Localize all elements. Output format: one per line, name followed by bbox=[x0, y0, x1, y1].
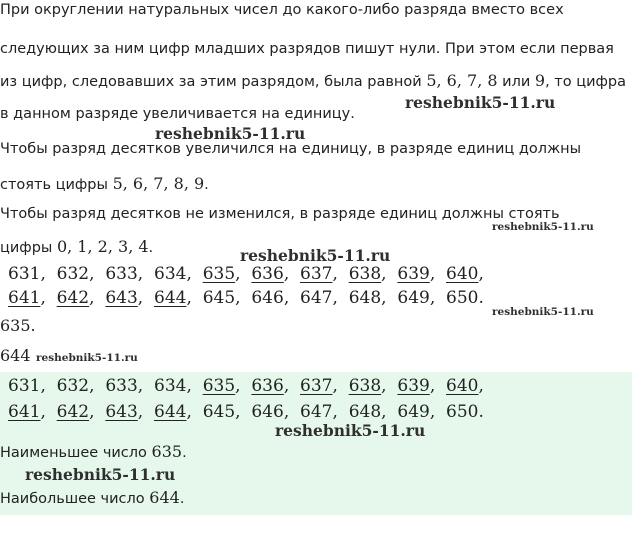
number-item: 631 bbox=[8, 376, 41, 396]
number-row-2-top bbox=[8, 288, 484, 308]
number-item: 649 bbox=[397, 288, 430, 308]
number-separator: , bbox=[332, 288, 349, 308]
number-separator: , bbox=[137, 402, 155, 422]
answer-min: Наименьшее число 635. bbox=[0, 442, 187, 461]
number-separator: , bbox=[332, 264, 349, 284]
number-separator: , bbox=[283, 376, 301, 396]
number-item: 649 bbox=[397, 402, 430, 422]
number-item: 646 bbox=[251, 288, 284, 308]
watermark: reshebnik5-11.ru bbox=[155, 124, 306, 143]
number-separator: , bbox=[235, 402, 252, 422]
number-separator: , bbox=[478, 264, 484, 284]
watermark: reshebnik5-11.ru bbox=[275, 421, 426, 440]
number-item: 647 bbox=[300, 402, 333, 422]
number-separator: , bbox=[137, 264, 155, 284]
rule-line-4: в данном разряде увеличивается на единицу. bbox=[0, 106, 355, 122]
number-separator: , bbox=[478, 376, 484, 396]
number-item: 645 bbox=[202, 288, 236, 308]
number-separator: , bbox=[235, 264, 252, 284]
number-separator: , bbox=[186, 402, 203, 422]
number-separator: . bbox=[478, 402, 484, 422]
number-item: 647 bbox=[300, 288, 333, 308]
watermark: reshebnik5-11.ru bbox=[25, 465, 176, 484]
number-item: 643 bbox=[105, 402, 138, 422]
number-separator: , bbox=[283, 402, 301, 422]
number-separator: , bbox=[429, 288, 447, 308]
number-item: 641 bbox=[8, 402, 41, 422]
number-separator: , bbox=[186, 376, 203, 396]
number-row-1-answer bbox=[8, 376, 484, 396]
rule-line-3: из цифр, следовавших за этим разрядом, была равной 5, 6, 7, 8 или 9, то цифра bbox=[0, 71, 627, 90]
number-item: 635 bbox=[202, 264, 236, 284]
number-separator: , bbox=[89, 376, 106, 396]
number-separator: , bbox=[429, 402, 447, 422]
number-item: 639 bbox=[397, 264, 430, 284]
number-separator: . bbox=[478, 288, 484, 308]
watermark: reshebnik5-11.ru bbox=[405, 93, 556, 112]
number-separator: , bbox=[283, 288, 301, 308]
number-item: 643 bbox=[105, 288, 138, 308]
number-separator: , bbox=[186, 264, 203, 284]
rule-line-1: При округлении натуральных чисел до какого-либо разряда вместо всех bbox=[0, 2, 564, 18]
number-separator: , bbox=[186, 288, 203, 308]
number-row-1-top bbox=[8, 264, 484, 284]
number-separator: , bbox=[137, 376, 155, 396]
number-item: 650 bbox=[446, 288, 479, 308]
number-separator: , bbox=[429, 376, 447, 396]
number-item: 646 bbox=[251, 402, 284, 422]
number-separator: , bbox=[89, 402, 106, 422]
number-item: 640 bbox=[446, 264, 479, 284]
watermark: reshebnik5-11.ru bbox=[240, 246, 391, 265]
number-separator: , bbox=[332, 402, 349, 422]
number-item: 636 bbox=[251, 376, 284, 396]
number-separator: , bbox=[283, 264, 301, 284]
number-separator: , bbox=[137, 288, 155, 308]
number-item: 650 bbox=[446, 402, 479, 422]
min-value-line: 635. bbox=[0, 316, 36, 335]
number-item: 636 bbox=[251, 264, 284, 284]
number-separator: , bbox=[89, 288, 106, 308]
number-item: 638 bbox=[348, 264, 382, 284]
watermark: reshebnik5-11.ru bbox=[492, 306, 594, 318]
number-item: 639 bbox=[397, 376, 430, 396]
number-item: 637 bbox=[300, 376, 333, 396]
number-item: 644 bbox=[154, 288, 187, 308]
tens-up-line-1: Чтобы разряд десятков увеличился на единицу, в разряде единиц должны bbox=[0, 141, 582, 157]
number-item: 634 bbox=[154, 264, 187, 284]
number-item: 640 bbox=[446, 376, 479, 396]
number-separator: , bbox=[40, 376, 57, 396]
number-item: 641 bbox=[8, 288, 41, 308]
number-separator: , bbox=[332, 376, 349, 396]
rule-line-2: следующих за ним цифр младших разрядов пишут нули. При этом если первая bbox=[0, 41, 614, 57]
number-separator: , bbox=[381, 376, 398, 396]
number-item: 632 bbox=[56, 376, 90, 396]
number-separator: , bbox=[235, 376, 252, 396]
number-item: 633 bbox=[105, 264, 138, 284]
max-value-line: 644 bbox=[0, 346, 31, 365]
tens-same-line-2: цифры 0, 1, 2, 3, 4. bbox=[0, 237, 154, 256]
number-row-2-answer bbox=[8, 402, 484, 422]
number-separator: , bbox=[381, 264, 398, 284]
number-item: 645 bbox=[202, 402, 236, 422]
number-item: 635 bbox=[202, 376, 236, 396]
answer-max: Наибольшее число 644. bbox=[0, 488, 185, 507]
number-item: 648 bbox=[348, 402, 382, 422]
number-item: 634 bbox=[154, 376, 187, 396]
number-item: 648 bbox=[348, 288, 382, 308]
number-item: 638 bbox=[348, 376, 382, 396]
number-separator: , bbox=[89, 264, 106, 284]
watermark: reshebnik5-11.ru bbox=[36, 352, 138, 364]
number-item: 632 bbox=[56, 264, 90, 284]
number-item: 644 bbox=[154, 402, 187, 422]
number-separator: , bbox=[40, 288, 57, 308]
number-separator: , bbox=[40, 264, 57, 284]
number-separator: , bbox=[235, 288, 252, 308]
watermark: reshebnik5-11.ru bbox=[492, 221, 594, 233]
number-separator: , bbox=[429, 264, 447, 284]
number-item: 642 bbox=[56, 402, 90, 422]
number-separator: , bbox=[381, 288, 398, 308]
number-separator: , bbox=[381, 402, 398, 422]
number-item: 637 bbox=[300, 264, 333, 284]
tens-same-line-1: Чтобы разряд десятков не изменился, в разряде единиц должны стоять bbox=[0, 206, 560, 222]
number-item: 633 bbox=[105, 376, 138, 396]
number-separator: , bbox=[40, 402, 57, 422]
number-item: 642 bbox=[56, 288, 90, 308]
number-item: 631 bbox=[8, 264, 41, 284]
tens-up-line-2: стоять цифры 5, 6, 7, 8, 9. bbox=[0, 174, 209, 193]
